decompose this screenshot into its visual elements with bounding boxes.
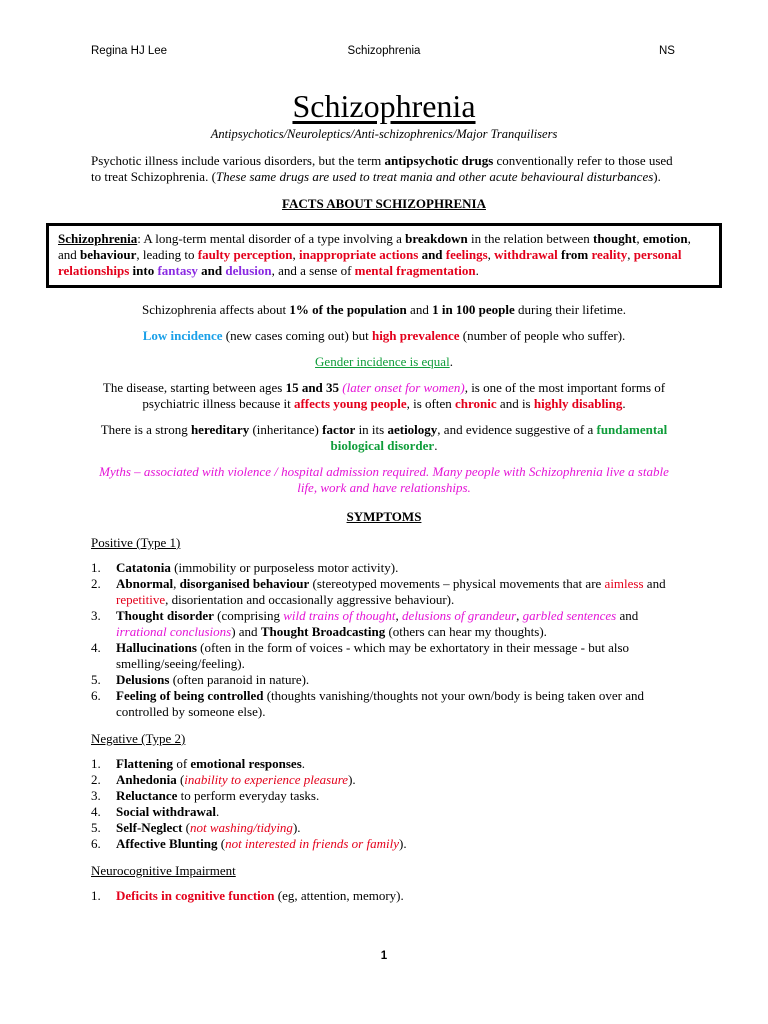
list-item: 6. Affective Blunting (not interested in friends or family). — [91, 836, 407, 851]
header-author: Regina HJ Lee — [91, 45, 168, 57]
fact-incidence: Low incidence (new cases coming out) but high prevalence (number of people who suffer). — [142, 328, 626, 343]
list-item: 6. Feeling of being controlled (thoughts vanishing/thoughts not your own/body is being taken over and controlled by someone else). — [91, 688, 645, 719]
list-item: 5. Delusions (often paranoid in nature). — [91, 672, 310, 687]
list-item: 4. Hallucinations (often in the form of voices - which may be exhortatory in their message - but also smelling/seeing/feeling). — [91, 640, 630, 671]
list-item: 1. Catatonia (immobility or purposeless motor activity). — [91, 560, 399, 575]
negative-heading: Negative (Type 2) — [91, 731, 186, 746]
list-item: 2. Anhedonia (inability to experience pleasure). — [91, 772, 356, 787]
symptoms-heading: SYMPTOMS — [346, 509, 422, 524]
fact-gender: Gender incidence is equal. — [315, 354, 453, 369]
fact-myths: Myths – associated with violence / hospital admission required. Many people with Schizophrenia live a stable life, work and have relationships. — [99, 464, 669, 495]
facts-heading: FACTS ABOUT SCHIZOPHRENIA — [282, 196, 486, 211]
page-subtitle: Antipsychotics/Neuroleptics/Anti-schizophrenics/Major Tranquilisers — [210, 127, 558, 141]
list-item: 3. Thought disorder (comprising wild trains of thought, delusions of grandeur, garbled sentences and irrational conclusions) and Thought Broadcasting (others can hear my thoughts). — [91, 608, 639, 639]
list-item: 2. Abnormal, disorganised behaviour (stereotyped movements – physical movements that are aimless and repetitive, disorientation and occasionally aggressive behaviour). — [91, 576, 666, 607]
document-body — [58, 86, 691, 904]
list-item: 3. Reluctance to perform everyday tasks. — [91, 788, 320, 803]
definition-box: Schizophrenia: A long-term mental disorder of a type involving a breakdown in the relation between thought, emotion, and behaviour, leading to faulty perception, inappropriate actions and feelings, withdrawal from reality, personal relationships into fantasy and delusion, and a sense of mental fragmentation. — [46, 223, 722, 288]
page-title: Schizophrenia — [292, 88, 476, 124]
page-number: 1 — [380, 950, 388, 962]
list-item: 1. Deficits in cognitive function (eg, attention, memory). — [91, 888, 404, 903]
list-item: 4. Social withdrawal. — [91, 804, 220, 819]
header-title: Schizophrenia — [347, 45, 421, 57]
negative-list — [91, 756, 677, 852]
fact-prevalence: Schizophrenia affects about 1% of the population and 1 in 100 people during their lifetime. — [142, 302, 626, 317]
neuro-list — [91, 888, 677, 904]
positive-heading: Positive (Type 1) — [91, 535, 181, 550]
fact-onset: The disease, starting between ages 15 and 35 (later onset for women), is one of the most important forms of psychiatric illness because it affects young people, is often chronic and is highly disabling. — [102, 380, 666, 411]
positive-list — [91, 560, 677, 720]
list-item: 1. Flattening of emotional responses. — [91, 756, 306, 771]
neuro-heading: Neurocognitive Impairment — [91, 863, 236, 878]
header-initials: NS — [659, 45, 675, 57]
fact-hereditary: There is a strong hereditary (inheritance) factor in its aetiology, and evidence suggestive of a fundamental biological disorder. — [100, 422, 668, 453]
list-item: 5. Self-Neglect (not washing/tidying). — [91, 820, 301, 835]
intro-paragraph: Psychotic illness include various disorders, but the term antipsychotic drugs conventionally refer to those used to treat Schizophrenia. (These same drugs are used to treat mania and other acute behavioural disturbances). — [91, 153, 673, 184]
